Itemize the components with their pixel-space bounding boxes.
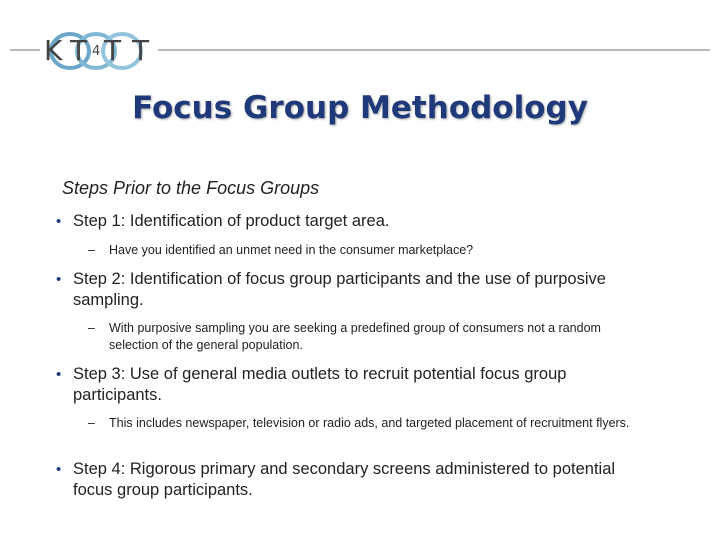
bullet-dot-icon: • (56, 213, 62, 230)
bullet-dot-icon: • (56, 366, 62, 383)
bullet-dot-icon: • (56, 271, 62, 288)
logo-letter: T (132, 34, 150, 67)
logo-letter: K (44, 34, 63, 67)
sub-bullet-step-3 (88, 415, 649, 432)
bullet-dot-icon: • (56, 461, 62, 478)
bullet-text: Step 3: Use of general media outlets to recruit potential focus group participants. (73, 365, 567, 404)
bullet-step-1 (56, 211, 653, 232)
sub-bullet-text: With purposive sampling you are seeking a predefined group of consumers not a random selection of the general population. (109, 321, 601, 352)
sub-bullet-text: Have you identified an unmet need in the consumer marketplace? (109, 243, 474, 257)
sub-bullet-step-1 (88, 242, 649, 259)
section-subtitle: Steps Prior to the Focus Groups (62, 178, 320, 198)
logo-letter: T (70, 34, 88, 67)
sub-bullet-text: This includes newspaper, television or radio ads, and targeted placement of recruitment flyers. (109, 416, 630, 430)
logo-number: 4 (92, 44, 101, 59)
logo-letter: T (104, 34, 122, 67)
bullet-text: Step 1: Identification of product target area. (73, 212, 390, 230)
slide-title: Focus Group Methodology (132, 90, 588, 126)
bullet-step-3 (56, 364, 653, 406)
kt4t-logo (40, 28, 158, 74)
bullet-step-4 (56, 459, 653, 501)
dash-icon: – (88, 243, 95, 257)
dash-icon: – (88, 416, 95, 430)
dash-icon: – (88, 321, 95, 335)
bullet-text: Step 2: Identification of focus group participants and the use of purposive sampling. (73, 270, 606, 309)
bullet-step-2 (56, 269, 653, 311)
bullet-text: Step 4: Rigorous primary and secondary screens administered to potential focus group participants. (73, 460, 616, 499)
sub-bullet-step-2 (88, 320, 649, 354)
